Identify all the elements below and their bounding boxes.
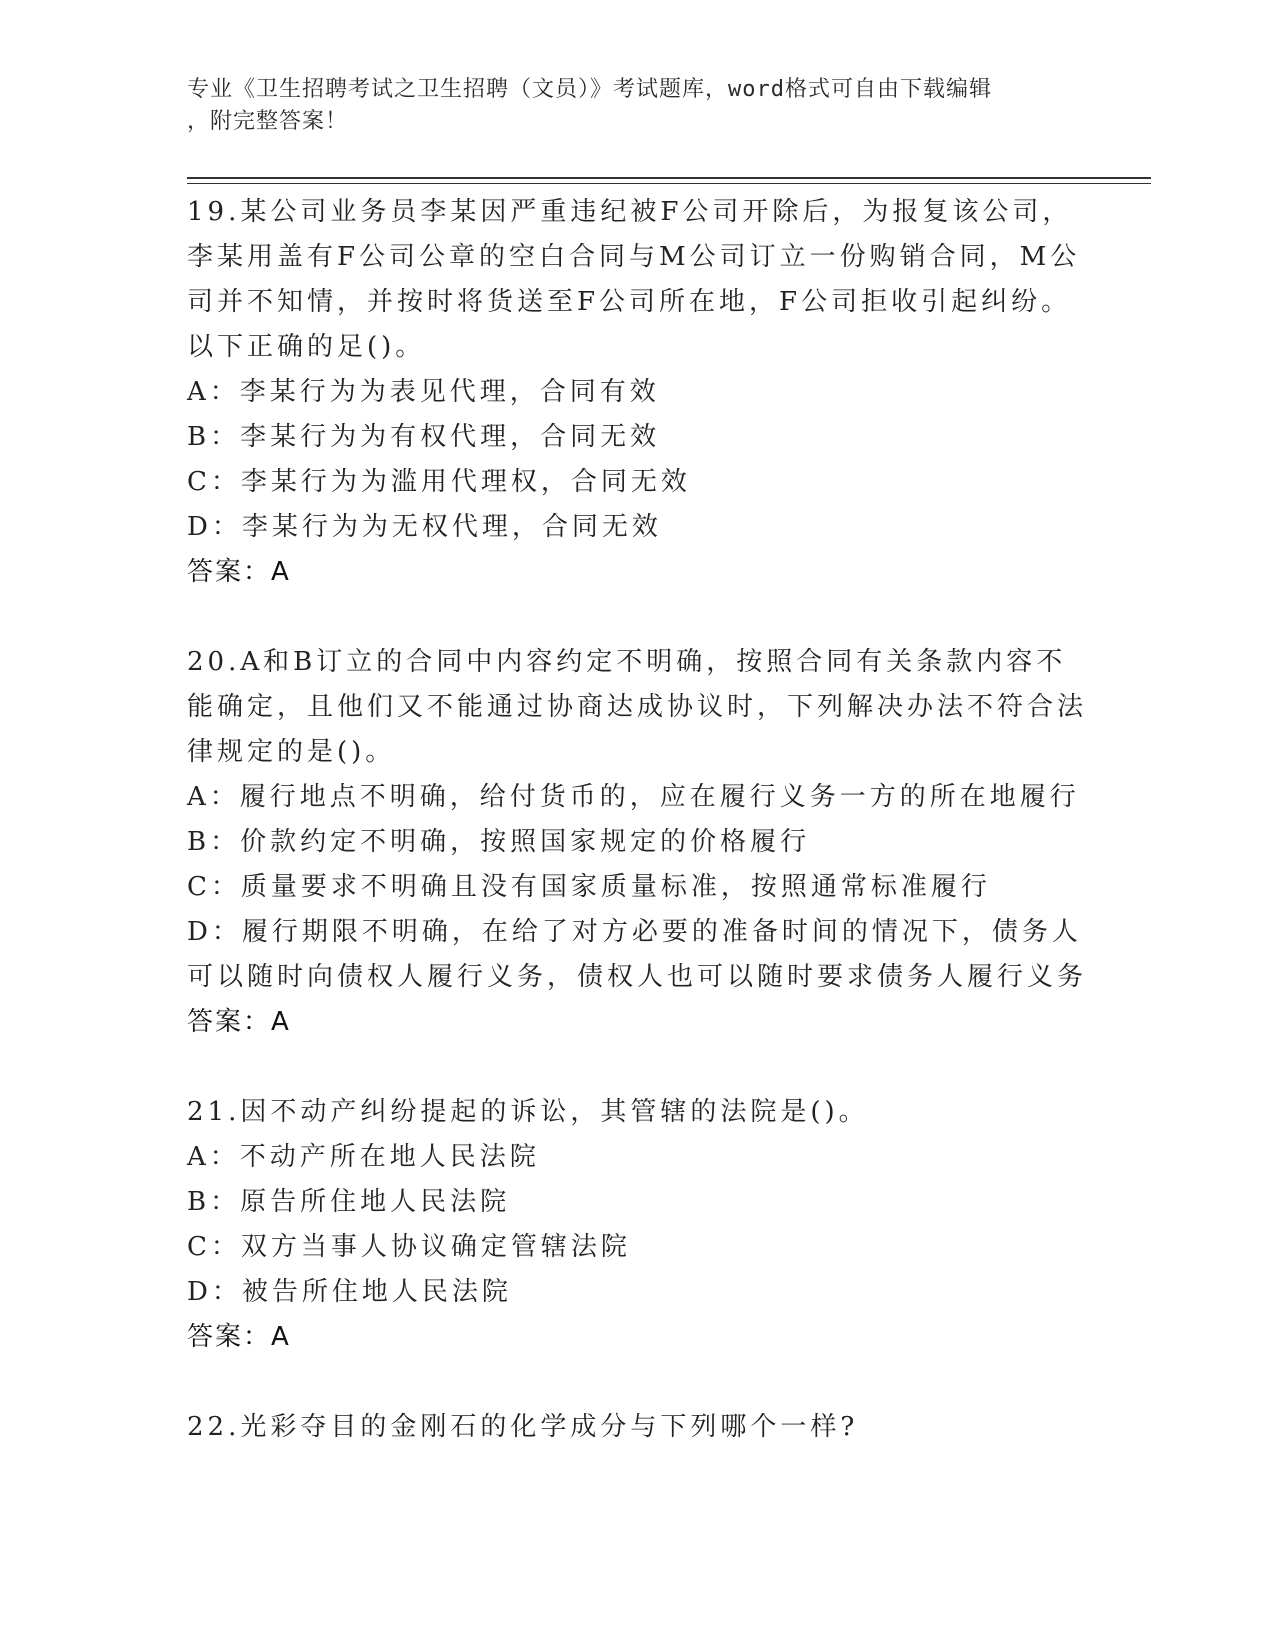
option-d: D：被告所住地人民法院	[187, 1277, 512, 1307]
option-a: A：不动产所在地人民法院	[187, 1142, 540, 1172]
question-stem: 20.A和B订立的合同中内容约定不明确，按照合同有关条款内容不能确定，且他们又不能通过协商达成协议时，下列解决办法不符合法律规定的是()。	[187, 647, 1088, 767]
question-stem: 22.光彩夺目的金刚石的化学成分与下列哪个一样?	[187, 1412, 859, 1442]
option-a: A：李某行为为表见代理，合同有效	[187, 377, 660, 407]
option-c: C：双方当事人协议确定管辖法院	[187, 1232, 631, 1262]
document-header	[187, 74, 1067, 138]
question-21	[187, 1090, 1087, 1360]
option-d: D：李某行为为无权代理，合同无效	[187, 512, 662, 542]
option-d: D：履行期限不明确，在给了对方必要的准备时间的情况下，债务人可以随时向债权人履行义务，债权人也可以随时要求债务人履行义务	[187, 917, 1088, 992]
question-22	[187, 1405, 1087, 1450]
answer: 答案：A	[187, 1007, 291, 1037]
option-b: B：价款约定不明确，按照国家规定的价格履行	[187, 827, 811, 857]
answer: 答案：A	[187, 557, 291, 587]
option-c: C：质量要求不明确且没有国家质量标准，按照通常标准履行	[187, 872, 991, 902]
option-b: B：原告所住地人民法院	[187, 1187, 511, 1217]
question-spacer	[187, 1360, 1087, 1405]
question-stem: 21.因不动产纠纷提起的诉讼，其管辖的法院是()。	[187, 1097, 869, 1127]
option-a: A：履行地点不明确，给付货币的，应在履行义务一方的所在地履行	[187, 782, 1080, 812]
question-20	[187, 640, 1087, 1045]
question-stem: 19.某公司业务员李某因严重违纪被F公司开除后，为报复该公司，李某用盖有F公司公章的空白合同与M公司订立一份购销合同，M公司并不知情，并按时将货送至F公司所在地，F公司拒收引起纠纷。以下正确的足()。	[187, 197, 1081, 362]
header-line-1: 专业《卫生招聘考试之卫生招聘（文员）》考试题库，word格式可自由下载编辑	[187, 77, 992, 102]
header-divider-thick	[187, 177, 1151, 179]
question-19	[187, 190, 1087, 595]
option-b: B：李某行为为有权代理，合同无效	[187, 422, 661, 452]
answer: 答案：A	[187, 1322, 291, 1352]
question-spacer	[187, 595, 1087, 640]
header-divider-thin	[187, 183, 1151, 184]
question-list	[187, 190, 1087, 1450]
header-line-2: ，附完整答案！	[187, 109, 349, 134]
option-c: C：李某行为为滥用代理权，合同无效	[187, 467, 691, 497]
question-spacer	[187, 1045, 1087, 1090]
